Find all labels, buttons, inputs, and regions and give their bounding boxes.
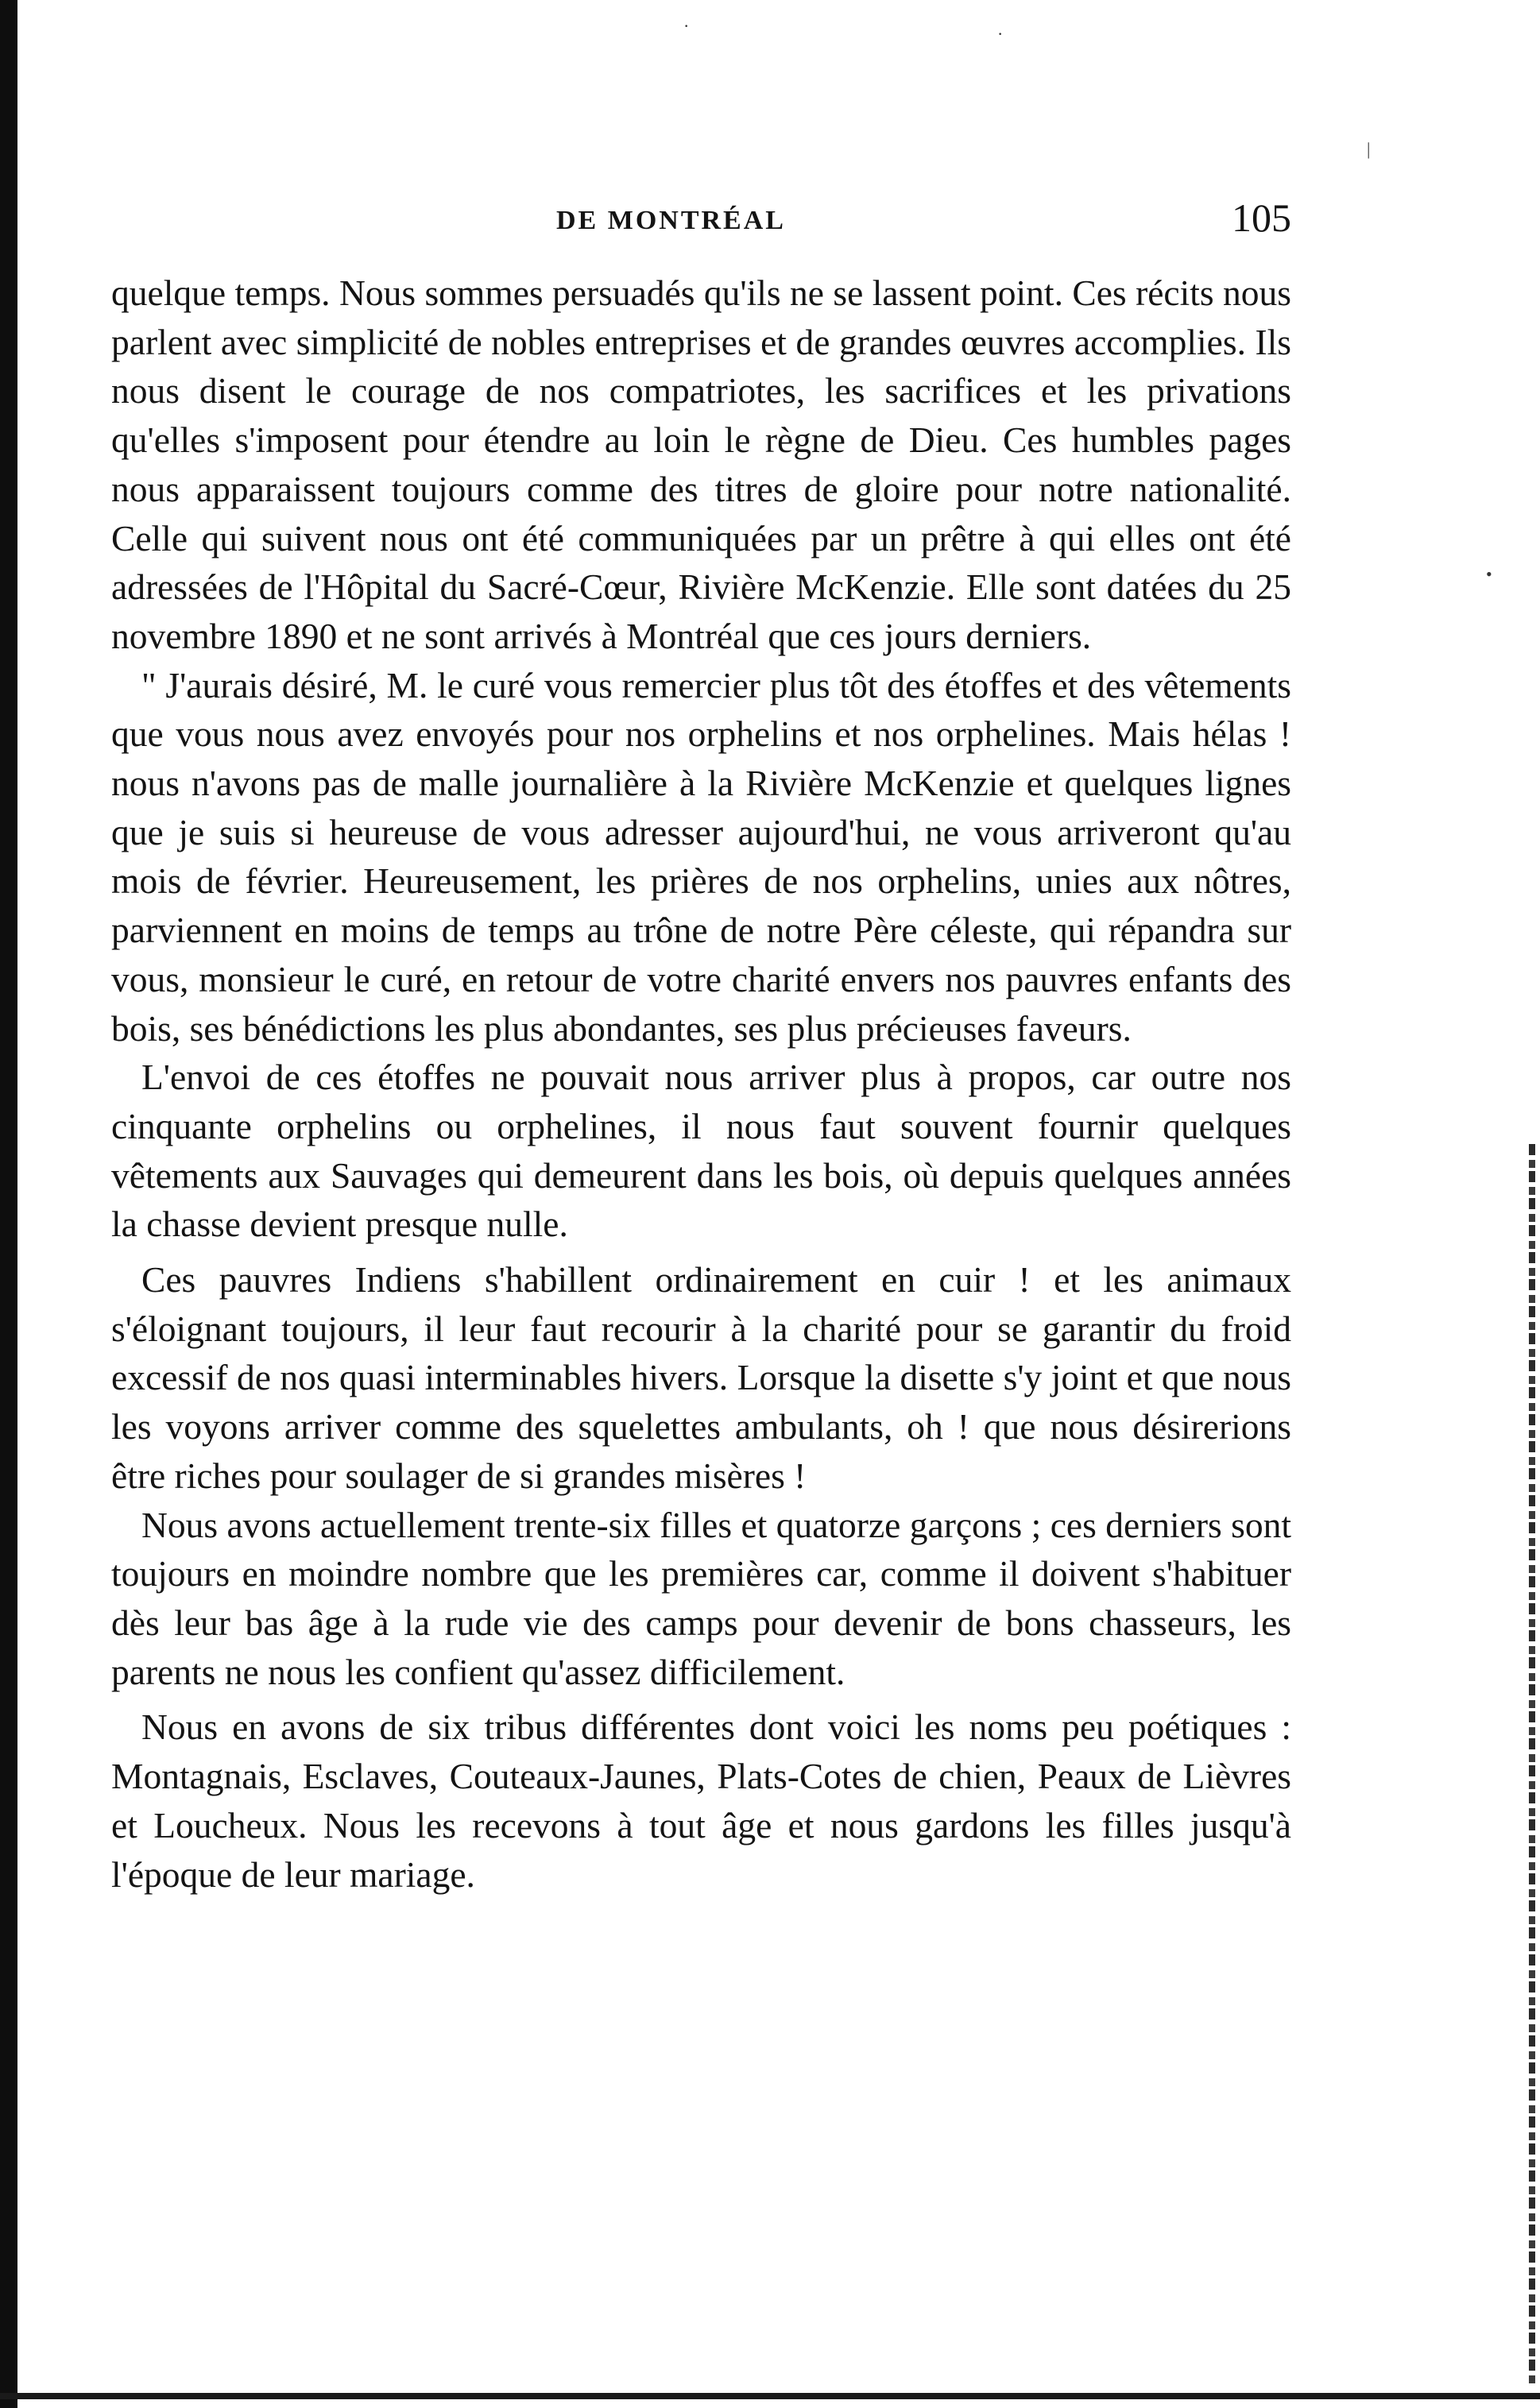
paragraph: Ces pauvres Indiens s'habillent ordinairement en cuir ! et les animaux s'éloignant toujours, il leur faut recourir à la charité pour se garantir du froid excessif de nos quasi interminables hivers. Lorsque la disette s'y joint et que nous les voyons arriver comme des squelettes ambulants, oh ! que nous désirerions être riches pour soulager de si grandes misères ! [111, 1259, 1291, 1496]
scan-speck: | [1367, 139, 1371, 159]
paragraph: Nous avons actuellement trente-six filles et quatorze garçons ; ces derniers sont toujours en moindre nombre que les premières car, comme il doivent s'habituer dès leur bas âge à la rude vie des camps pour devenir de bons chasseurs, les parents ne nous les confient qu'assez difficilement. [111, 1504, 1291, 1692]
page-number: 105 [1232, 195, 1291, 240]
paragraph: L'envoi de ces étoffes ne pouvait nous arriver plus à propos, car outre nos cinquante orphelins ou orphelines, il nous faut souvent fournir quelques vêtements aux Sauvages qui demeurent dans les bois, où depuis quelques années la chasse devient presque nulle. [111, 1057, 1291, 1245]
book-spine-edge [0, 0, 17, 2408]
scan-speck: • [1486, 564, 1492, 584]
paragraph: " J'aurais désiré, M. le curé vous remercier plus tôt des étoffes et des vêtements que vous nous avez envoyés pour nos orphelins et nos orphelines. Mais hélas ! nous n'avons pas de malle journalière à la Rivière McKenzie et quelques lignes que je suis si heureuse de vous adresser aujourd'hui, ne vous arriveront qu'au mois de février. Heureusement, les prières de nos orphelins, unies aux nôtres, parviennent en moins de temps au trône de notre Père céleste, qui répandra sur vous, monsieur le curé, en retour de votre charité envers nos pauvres enfants des bois, ses bénédictions les plus abondantes, ses plus précieuses faveurs. [111, 664, 1291, 1049]
scan-speck: · [683, 16, 690, 36]
scan-speck: · [997, 24, 1004, 44]
running-head-title: DE MONTRÉAL [556, 206, 786, 235]
paragraph: quelque temps. Nous sommes persuadés qu'ils ne se lassent point. Ces récits nous parlent avec simplicité de nobles entreprises et de grandes œuvres accomplies. Ils nous disent le courage de nos compatriotes, les sacrifices et les privations qu'elles s'imposent pour étendre au loin le règne de Dieu. Ces humbles pages nous apparaissent toujours comme des titres de gloire pour notre nationalité. Celle qui suivent nous ont été communiquées par un prêtre à qui elles ont été adressées de l'Hôpital du Sacré-Cœur, Rivière McKenzie. Elle sont datées du 25 novembre 1890 et ne sont arrivés à Montréal que ces jours derniers. [111, 272, 1291, 656]
page-edge-right [1529, 1144, 1535, 2383]
page-edge-bottom [0, 2393, 1540, 2399]
running-head [111, 195, 1291, 250]
body-text [111, 269, 1291, 1899]
paragraph: Nous en avons de six tribus différentes dont voici les noms peu poétiques : Montagnais, Esclaves, Couteaux-Jaunes, Plats-Cotes de chien, Peaux de Lièvres et Loucheux. Nous les recevons à tout âge et nous gardons les filles jusqu'à l'époque de leur mariage. [111, 1706, 1291, 1895]
